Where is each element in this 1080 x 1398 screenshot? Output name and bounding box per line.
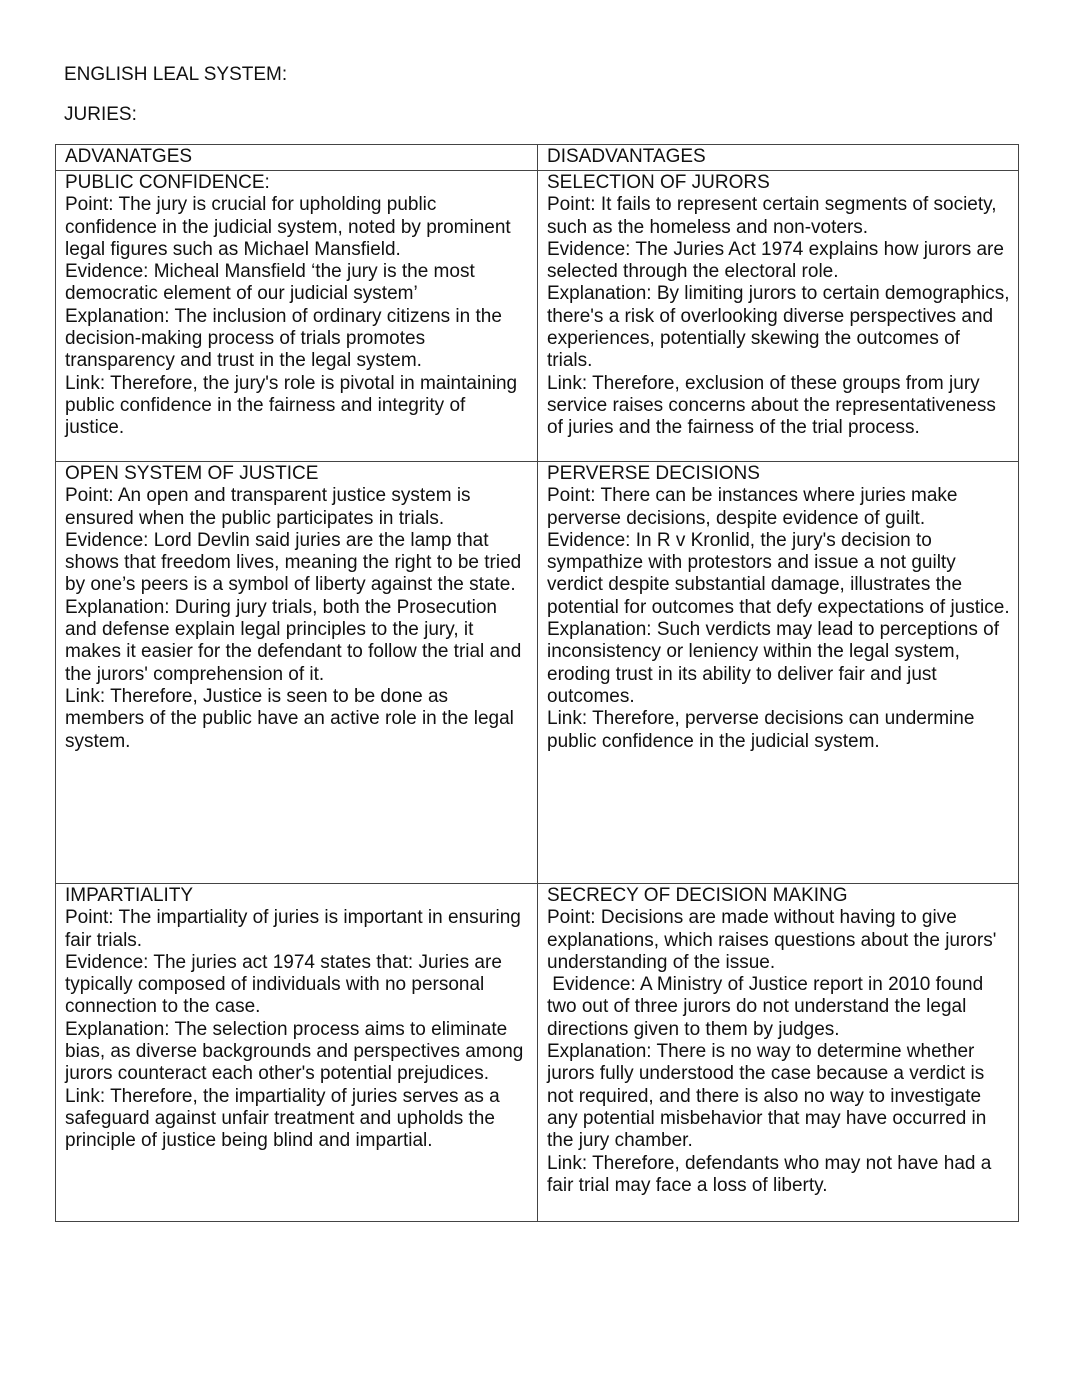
cell-heading: SELECTION OF JURORS xyxy=(547,172,770,193)
cell-heading: IMPARTIALITY xyxy=(65,885,194,906)
cell-heading: OPEN SYSTEM OF JUSTICE xyxy=(65,463,319,484)
evidence-text: Evidence: Micheal Mansfield ‘the jury is the most democratic element of our judicial system’ xyxy=(65,261,475,305)
table-row xyxy=(56,171,1019,462)
cell-heading: PERVERSE DECISIONS xyxy=(547,463,760,484)
disadvantage-cell-selection-of-jurors xyxy=(538,171,1019,462)
document-title: ENGLISH LEAL SYSTEM: xyxy=(64,64,288,85)
section-title: JURIES: xyxy=(64,104,137,125)
advantage-cell-open-system-of-justice xyxy=(56,462,538,884)
evidence-text: Evidence: Lord Devlin said juries are the lamp that shows that freedom lives, meaning the right to be tried by one’s peers is a symbol of liberty against the state. xyxy=(65,529,522,596)
explanation-text: Explanation: The selection process aims to eliminate bias, as diverse backgrounds and perspectives among jurors counteract each other's potential prejudices. xyxy=(65,1018,524,1085)
cell-heading: PUBLIC CONFIDENCE: xyxy=(65,172,270,193)
cell-heading: SECRECY OF DECISION MAKING xyxy=(547,885,848,906)
explanation-text: Explanation: Such verdicts may lead to perceptions of inconsistency or leniency within the legal system, eroding trust in its ability to deliver fair and just outcomes. xyxy=(547,619,1000,707)
explanation-text: Explanation: During jury trials, both the Prosecution and defense explain legal principles to the jury, it makes it easier for the defendant to follow the trial and the jurors' comprehension of it. xyxy=(65,596,522,685)
explanation-text: Explanation: By limiting jurors to certain demographics, there's a risk of overlooking diverse perspectives and experiences, potentially skewing the outcomes of trials. xyxy=(547,283,1010,372)
point-text: Point: The impartiality of juries is important in ensuring fair trials. xyxy=(65,907,521,951)
link-text: Link: Therefore, perverse decisions can undermine public confidence in the judicial system. xyxy=(547,708,975,752)
advantages-header: ADVANATGES xyxy=(56,145,538,171)
evidence-text: Evidence: The juries act 1974 states that: Juries are typically composed of individuals with no personal connection to the case. xyxy=(65,951,502,1018)
link-text: Link: Therefore, the impartiality of juries serves as a safeguard against unfair treatment and upholds the principle of justice being blind and impartial. xyxy=(65,1085,500,1152)
advantages-disadvantages-table xyxy=(55,144,1019,1222)
point-text: Point: The jury is crucial for upholding public confidence in the judicial system, noted by prominent legal figures such as Michael Mansfield. xyxy=(65,194,511,260)
evidence-text: Evidence: In R v Kronlid, the jury's decision to sympathize with protestors and issue a not guilty verdict despite substantial damage, illustrates the potential for outcomes that defy expectations of justice. xyxy=(547,529,1010,618)
table-row xyxy=(56,884,1019,1222)
evidence-text: Evidence: A Ministry of Justice report in 2010 found two out of three jurors do not understand the legal directions given to them by judges. xyxy=(547,974,989,1040)
evidence-text: Evidence: The Juries Act 1974 explains how jurors are selected through the electoral role. xyxy=(547,238,1004,283)
table-row xyxy=(56,462,1019,884)
explanation-text: Explanation: There is no way to determine whether jurors fully understood the case because a verdict is not required, and there is also no way to investigate any potential misbehavior that may have occurred in the jury chamber. xyxy=(547,1041,987,1152)
advantage-cell-impartiality xyxy=(56,884,538,1222)
point-text: Point: There can be instances where juries make perverse decisions, despite evidence of guilt. xyxy=(547,485,958,529)
disadvantage-cell-secrecy-of-decision-making xyxy=(538,884,1019,1222)
advantage-cell-public-confidence xyxy=(56,171,538,462)
point-text: Point: An open and transparent justice system is ensured when the public participates in trials. xyxy=(65,485,471,529)
link-text: Link: Therefore, exclusion of these groups from jury service raises concerns about the representativeness of juries and the fairness of the trial process. xyxy=(547,372,996,439)
point-text: Point: It fails to represent certain segments of society, such as the homeless and non-voters. xyxy=(547,194,997,238)
link-text: Link: Therefore, the jury's role is pivotal in maintaining public confidence in the fairness and integrity of justice. xyxy=(65,372,518,439)
disadvantages-header: DISADVANTAGES xyxy=(538,145,1019,171)
link-text: Link: Therefore, defendants who may not have had a fair trial may face a loss of liberty. xyxy=(547,1152,992,1196)
explanation-text: Explanation: The inclusion of ordinary citizens in the decision-making process of trials promotes transparency and trust in the legal system. xyxy=(65,305,502,372)
link-text: Link: Therefore, Justice is seen to be done as members of the public have an active role in the legal system. xyxy=(65,685,514,752)
point-text: Point: Decisions are made without having to give explanations, which raises questions about the jurors' understanding of the issue. xyxy=(547,907,997,973)
disadvantage-cell-perverse-decisions xyxy=(538,462,1019,884)
table-header-row xyxy=(56,145,1019,171)
